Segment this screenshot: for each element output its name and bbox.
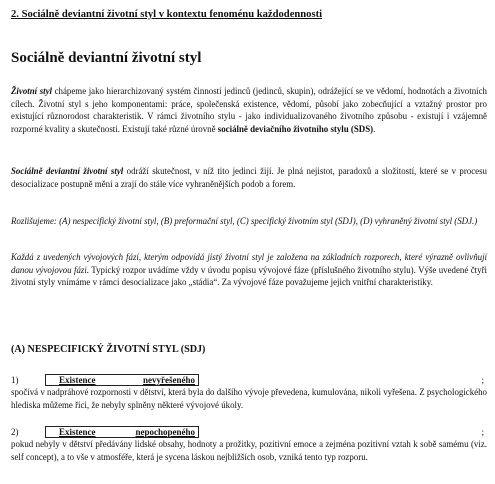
paragraph-lifestyle [11,85,487,135]
paragraph-text: chápeme jako hierarchizovaný systém činností jedinců (jedinců, skupin), odrážející se ve vědomí, hodnotách a životních cílech. Životní styl s jeho komponentami: práce, společenská existence, vědomí, působí jako zobecňující a vztažný prostor pro existující různorodost charakteristik. V rámci životního stylu - jako individualizovaného životního způsobu - existují i vzájemně rozporné kvality a skutečnosti. Existují také různé úrovně [11,86,487,134]
chapter-heading: 2. Sociálně deviantní životní styl v kontextu fenoménu každodennosti [11,9,323,20]
item-label-box [45,426,199,438]
paragraph-italic-text: Každá z uvedených vývojových fází, kterým odpovídá jistý životní styl je založena na základních rozporech, které výrazně ovlivňují danou vývojovou fázi. [11,252,487,275]
item-label-box [45,374,199,386]
paragraph-text: Typický rozpor uvádíme vždy v úvodu popisu vývojové fáze (příslušného životního stylu). Výše uvedené čtyři životní styly vnímáme v rámci desocializace jako „stádia“. Za vývojové fáze považujeme jejich vnitřní charakteristiky. [11,264,487,288]
item-semicolon: ; [481,427,484,437]
paragraph-lead-term: Životní styl [11,86,53,96]
item-semicolon: ; [481,375,484,385]
item-label-word: nepochopeného [135,426,195,437]
paragraph-deviant-lifestyle [11,165,487,190]
paragraph-lead-term: Sociálně deviantní životní styl [11,166,124,176]
item-label-word: nevyřešeného [143,374,195,385]
item-number: 2) [11,427,19,437]
bold-term-sds: sociálně deviačního životního stylu (SDS) [217,123,374,134]
item-body: pokud nebyly v dětství předávány lidské obsahy, hodnoty a prožitky, pozitivní emoce a zejména pozitivní vztah k sobě samému (viz. self concept), a to vše v atmosféře, která je sycena láskou nejbližších osob, vzniká tento typ rozporu. [11,439,487,462]
paragraph-text-end: . [373,123,376,134]
paragraph-classification: Rozlišujeme: (A) nespecifický životní styl, (B) preformační styl, (C) specifický životním styl (SDJ), (D) vyhraněný životní styl (SDJ.) [11,216,478,226]
paragraph-developmental-phases [11,251,487,289]
page-title: Sociálně deviantní životní styl [11,50,202,66]
item-label-word: Existence [59,426,96,437]
section-heading: (A) NESPECIFICKÝ ŽIVOTNÍ STYL (SDJ) [11,344,206,355]
item-body: spočívá v nadpráhové rozpornosti v dětství, která byla do dalšího vývoje převedena, kumulována, nikoli vyřešena. Z psychologického hlediska můžeme říci, že nebyly splněny některé vývojové úkoly. [11,387,487,410]
item-label-word: Existence [59,374,96,385]
paragraph-text: odráží skutečnost, v níž tito jedinci žijí. Je plná nejistot, paradoxů a složitostí, které se v procesu desocializace postupně mění a zrají do stále více vyhraněnějších podob a forem. [11,166,487,189]
item-number: 1) [11,375,19,385]
